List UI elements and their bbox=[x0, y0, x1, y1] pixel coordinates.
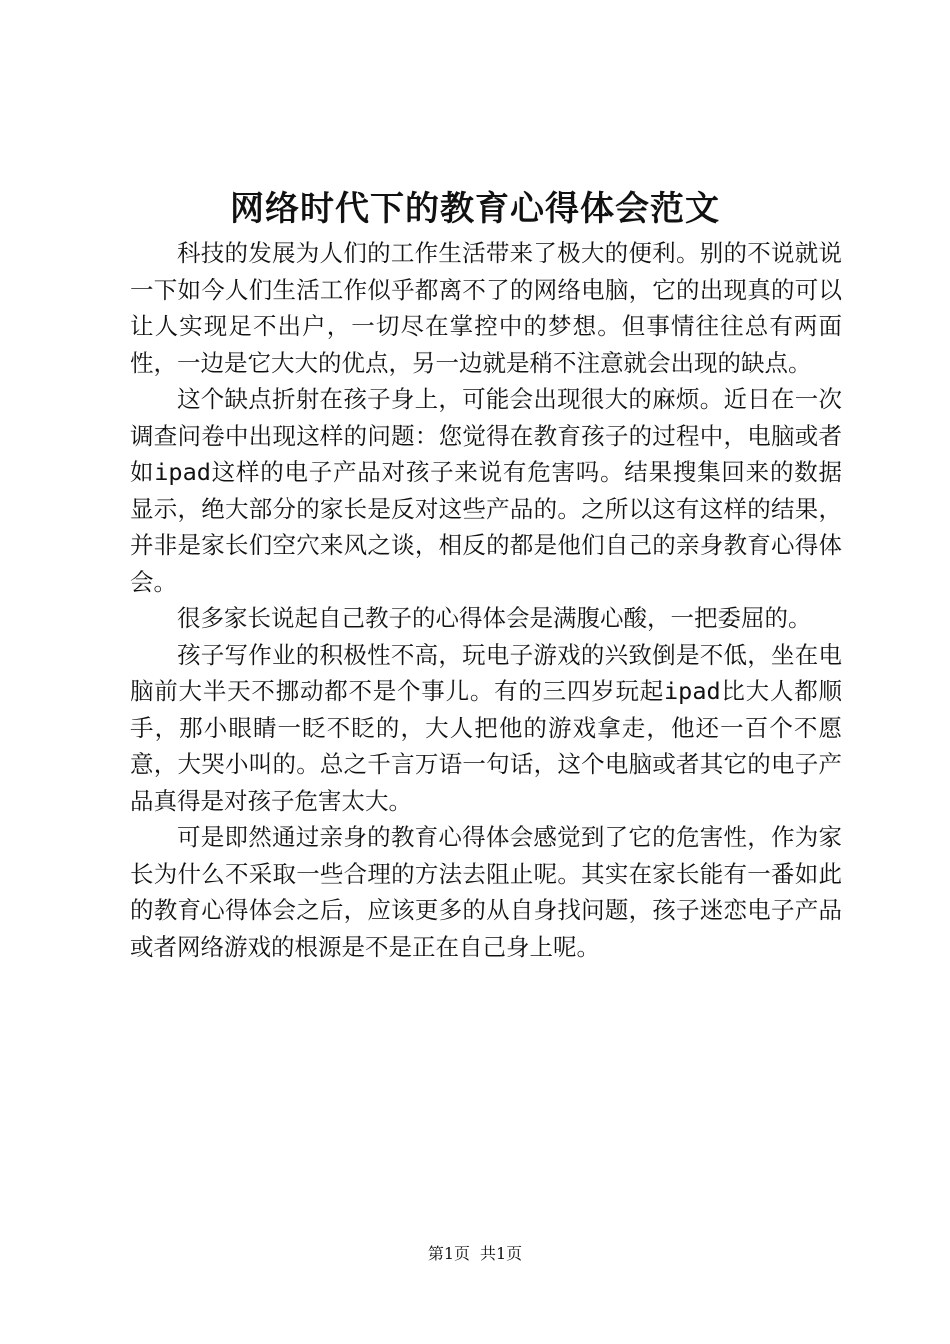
page-total: 共1页 bbox=[480, 1244, 523, 1263]
paragraph-4: 孩子写作业的积极性不高，玩电子游戏的兴致倒是不低，坐在电脑前大半天不挪动都不是个事儿。有的三四岁玩起ipad比大人都顺手，那小眼睛一眨不眨的，大人把他的游戏拿走，他还一百个不愿意，大哭小叫的。总之千言万语一句话，这个电脑或者其它的电子产品真得是对孩子危害太大。 bbox=[130, 640, 842, 815]
document-body bbox=[130, 235, 842, 965]
page-footer bbox=[0, 1243, 950, 1265]
page-number: 第1页 bbox=[427, 1244, 470, 1263]
paragraph-1: 科技的发展为人们的工作生活带来了极大的便利。别的不说就说一下如今人们生活工作似乎都离不了的网络电脑，它的出现真的可以让人实现足不出户，一切尽在掌控中的梦想。但事情往往总有两面性，一边是它大大的优点，另一边就是稍不注意就会出现的缺点。 bbox=[130, 239, 842, 377]
paragraph-2: 这个缺点折射在孩子身上，可能会出现很大的麻烦。近日在一次调查问卷中出现这样的问题：您觉得在教育孩子的过程中，电脑或者如ipad这样的电子产品对孩子来说有危害吗。结果搜集回来的数据显示，绝大部分的家长是反对这些产品的。之所以这有这样的结果，并非是家长们空穴来风之谈，相反的都是他们自己的亲身教育心得体会。 bbox=[130, 385, 842, 596]
document-title: 网络时代下的教育心得体会范文 bbox=[230, 189, 720, 229]
paragraph-3: 很多家长说起自己教子的心得体会是满腹心酸，一把委屈的。 bbox=[177, 604, 812, 632]
paragraph-5: 可是即然通过亲身的教育心得体会感觉到了它的危害性，作为家长为什么不采取一些合理的方法去阻止呢。其实在家长能有一番如此的教育心得体会之后，应该更多的从自身找问题，孩子迷恋电子产品或者网络游戏的根源是不是正在自己身上呢。 bbox=[130, 823, 842, 961]
